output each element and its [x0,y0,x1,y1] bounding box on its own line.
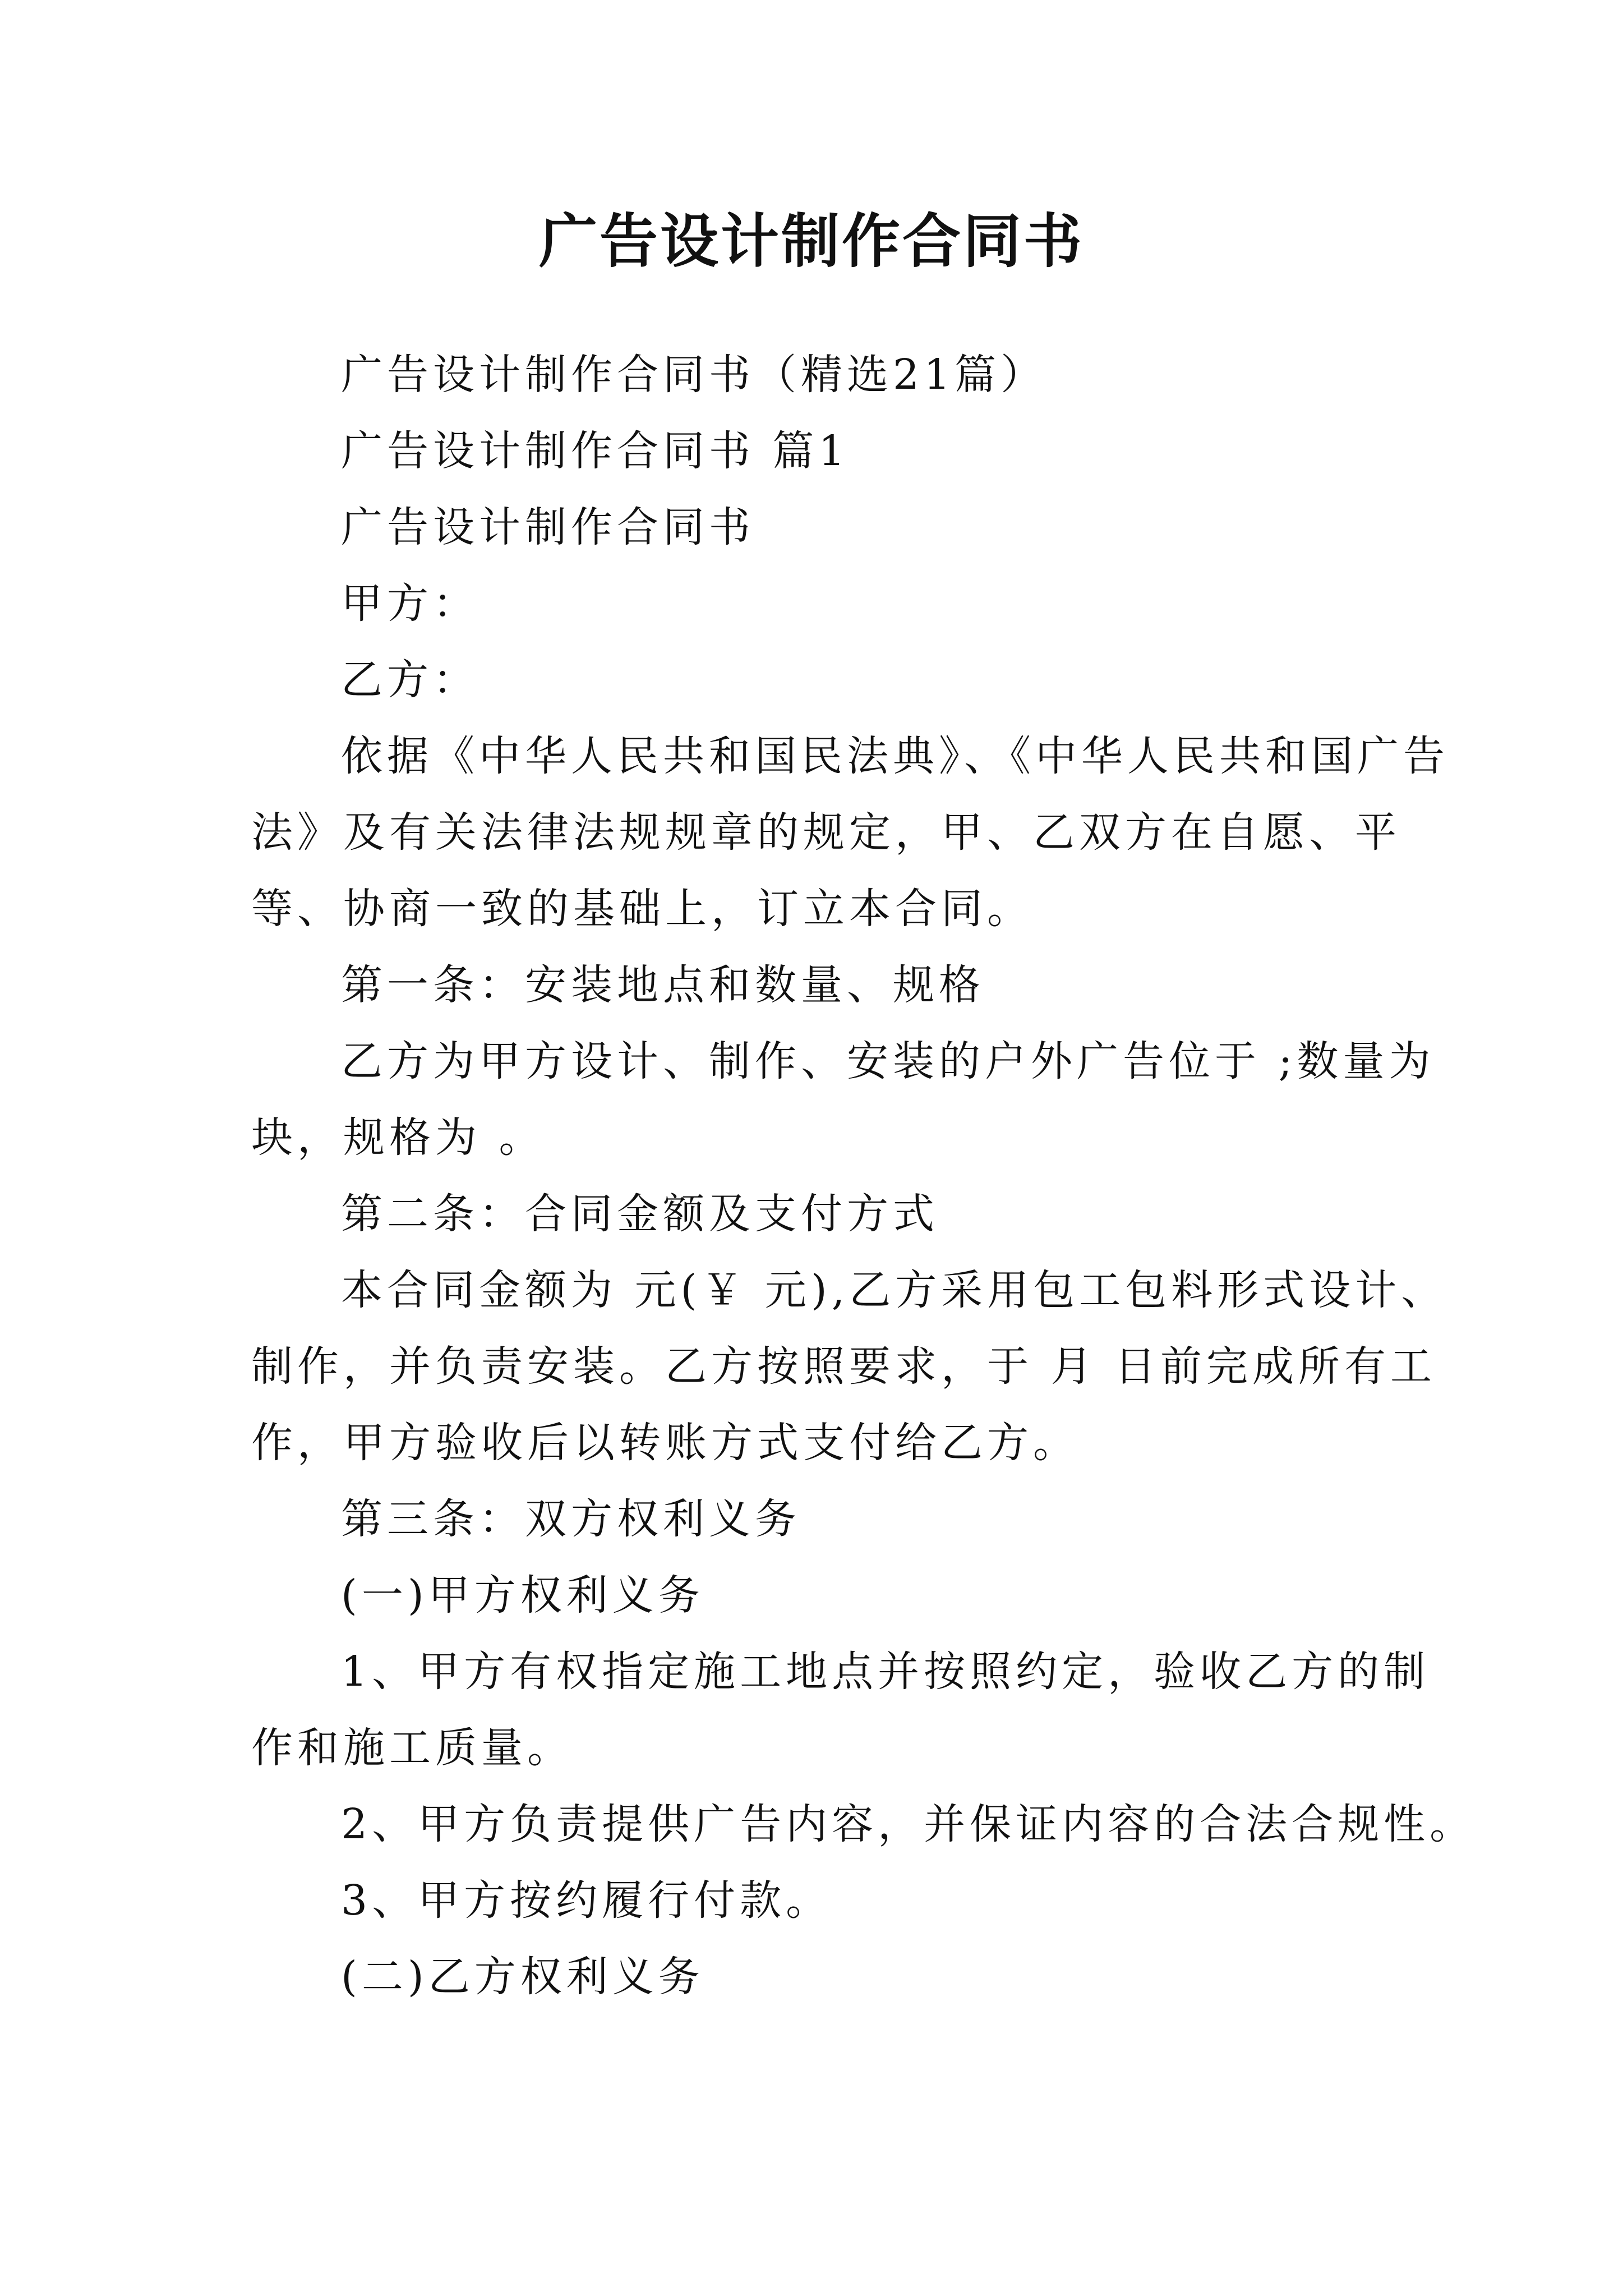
paragraph-article-1-body: 乙方为甲方设计、制作、安装的户外广告位于 ;数量为 块，规格为 。 [251,1037,1435,1162]
paragraph-subtitle: 广告设计制作合同书（精选21篇） [341,351,1047,399]
paragraph-party-a-right-2: 2、甲方负责提供广告内容，并保证内容的合法合规性。 [341,1800,1476,1848]
paragraph-contract-name: 广告设计制作合同书 [341,503,755,551]
paragraph-article-2-body: 本合同金额为 元(￥ 元),乙方采用包工包料形式设计、制作，并负责安装。乙方按照要求，于 月 日前完成所有工作，甲方验收后以转账方式支付给乙方。 [251,1266,1447,1467]
paragraph-party-b: 乙方： [341,656,479,704]
document-body [251,337,1474,2015]
paragraph-section-heading: 广告设计制作合同书 篇1 [341,427,850,475]
paragraph-legal-basis: 依据《中华人民共和国民法典》、《中华人民共和国广告法》及有关法律法规规章的规定，甲、乙双方在自愿、平等、协商一致的基础上，订立本合同。 [251,732,1449,933]
paragraph-party-a-right-1: 1、甲方有权指定施工地点并按照约定，验收乙方的制作和施工质量。 [251,1648,1430,1772]
document-title: 广告设计制作合同书 [538,206,1084,275]
paragraph-article-1-heading: 第一条：安装地点和数量、规格 [341,961,985,1009]
paragraph-party-b-rights-heading: (二)乙方权利义务 [341,1953,704,2001]
paragraph-party-a-rights-heading: (一)甲方权利义务 [341,1571,704,1619]
paragraph-article-3-heading: 第三条：双方权利义务 [341,1495,801,1543]
paragraph-article-2-heading: 第二条：合同金额及支付方式 [341,1190,939,1238]
paragraph-party-a: 甲方： [341,579,479,628]
paragraph-party-a-right-3: 3、甲方按约履行付款。 [341,1876,832,1925]
